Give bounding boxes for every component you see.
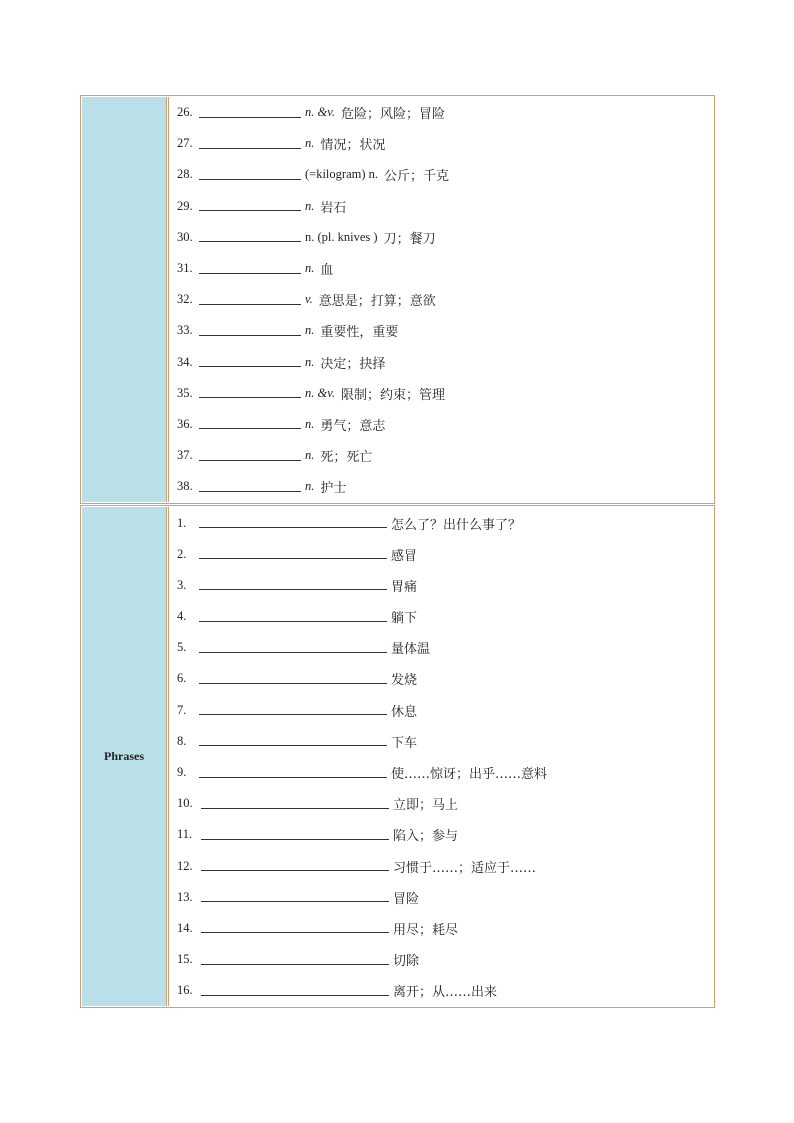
item-number: 38. [177, 479, 193, 494]
item-number: 30. [177, 229, 193, 244]
item-number: 37. [177, 448, 193, 463]
words-section-label [82, 97, 167, 502]
answer-blank[interactable] [199, 396, 301, 398]
item-number: 32. [177, 292, 193, 307]
answer-blank[interactable] [199, 116, 301, 118]
answer-blank[interactable] [199, 209, 301, 211]
word-item [177, 253, 713, 284]
part-of-speech: v. [305, 292, 313, 307]
item-number: 4. [177, 609, 187, 624]
word-item [177, 315, 713, 346]
answer-blank[interactable] [199, 490, 301, 492]
answer-blank[interactable] [199, 682, 387, 684]
phrase-item [177, 819, 713, 850]
phrase-item [177, 507, 713, 538]
chinese-meaning: 陷入；参与 [393, 829, 459, 845]
answer-blank[interactable] [199, 713, 387, 715]
words-section [80, 95, 715, 504]
chinese-meaning: 立即；马上 [393, 798, 459, 814]
phrase-item [177, 757, 713, 788]
chinese-meaning: 公斤；千克 [384, 169, 450, 185]
answer-blank[interactable] [199, 557, 387, 559]
words-list [168, 97, 713, 502]
answer-blank[interactable] [199, 240, 301, 242]
item-number: 2. [177, 546, 187, 561]
part-of-speech: n. [305, 136, 315, 151]
item-number: 6. [177, 671, 187, 686]
part-of-speech: n. &v. [305, 105, 335, 120]
part-of-speech: n. &v. [305, 385, 335, 400]
phrase-item [177, 632, 713, 663]
part-of-speech: n. [305, 261, 315, 276]
chinese-meaning: 使……惊讶；出乎……意料 [391, 767, 548, 783]
item-number: 14. [177, 920, 193, 935]
answer-blank[interactable] [201, 994, 389, 996]
answer-blank[interactable] [201, 900, 389, 902]
word-item [177, 347, 713, 378]
answer-blank[interactable] [199, 303, 301, 305]
answer-blank[interactable] [199, 334, 301, 336]
answer-blank[interactable] [199, 272, 301, 274]
answer-blank[interactable] [199, 178, 301, 180]
answer-blank[interactable] [201, 807, 389, 809]
phrases-section [80, 505, 715, 1008]
item-number: 31. [177, 261, 193, 276]
item-number: 16. [177, 983, 193, 998]
item-number: 36. [177, 416, 193, 431]
word-item [177, 222, 713, 253]
part-of-speech: n. [305, 198, 315, 213]
item-number: 1. [177, 515, 187, 530]
item-number: 7. [177, 702, 187, 717]
chinese-meaning: 胃痛 [391, 579, 418, 595]
chinese-meaning: 死；死亡 [320, 450, 373, 466]
word-item [177, 128, 713, 159]
item-number: 12. [177, 858, 193, 873]
part-of-speech: n. [305, 416, 315, 431]
phrase-item [177, 882, 713, 913]
word-item [177, 97, 713, 128]
item-number: 33. [177, 323, 193, 338]
chinese-meaning: 躺下 [391, 611, 418, 627]
part-of-speech: (=kilogram) n. [305, 167, 379, 182]
answer-blank[interactable] [201, 931, 389, 933]
chinese-meaning: 下车 [391, 735, 418, 751]
chinese-meaning: 习惯于……；适应于…… [393, 860, 537, 876]
phrase-item [177, 570, 713, 601]
chinese-meaning: 用尽；耗尽 [393, 922, 459, 938]
phrases-list [168, 507, 713, 1006]
chinese-meaning: 量体温 [391, 642, 431, 658]
chinese-meaning: 冒险 [393, 891, 420, 907]
chinese-meaning: 危险；风险；冒险 [340, 107, 445, 123]
word-item [177, 159, 713, 190]
answer-blank[interactable] [199, 651, 387, 653]
chinese-meaning: 离开；从……出来 [393, 985, 498, 1001]
phrase-item [177, 695, 713, 726]
phrase-item [177, 975, 713, 1006]
item-number: 28. [177, 167, 193, 182]
part-of-speech: n. [305, 448, 315, 463]
item-number: 13. [177, 889, 193, 904]
item-number: 3. [177, 577, 187, 592]
vocabulary-sheet [80, 95, 715, 1008]
phrase-item [177, 913, 713, 944]
item-number: 8. [177, 733, 187, 748]
answer-blank[interactable] [201, 963, 389, 965]
phrases-section-label: Phrases [82, 507, 167, 1006]
part-of-speech: n. [305, 323, 315, 338]
word-item [177, 440, 713, 471]
chinese-meaning: 刀；餐刀 [383, 231, 436, 247]
chinese-meaning: 勇气；意志 [320, 418, 386, 434]
phrase-item [177, 726, 713, 757]
phrase-item [177, 663, 713, 694]
chinese-meaning: 血 [320, 263, 334, 279]
chinese-meaning: 重要性，重要 [320, 325, 399, 341]
word-item [177, 284, 713, 315]
word-item [177, 191, 713, 222]
chinese-meaning: 切除 [393, 954, 420, 970]
answer-blank[interactable] [199, 147, 301, 149]
item-number: 11. [177, 827, 193, 842]
part-of-speech: n. [305, 479, 315, 494]
answer-blank[interactable] [199, 427, 301, 429]
chinese-meaning: 护士 [320, 481, 347, 497]
chinese-meaning: 决定；抉择 [320, 356, 386, 372]
item-number: 26. [177, 105, 193, 120]
chinese-meaning: 意思是；打算；意欲 [318, 294, 436, 310]
answer-blank[interactable] [199, 459, 301, 461]
word-item [177, 409, 713, 440]
phrase-item [177, 539, 713, 570]
item-number: 15. [177, 952, 193, 967]
item-number: 27. [177, 136, 193, 151]
answer-blank[interactable] [201, 838, 389, 840]
chinese-meaning: 岩石 [320, 200, 347, 216]
chinese-meaning: 情况；状况 [320, 138, 386, 154]
part-of-speech: n. [305, 354, 315, 369]
word-item [177, 471, 713, 502]
answer-blank[interactable] [199, 620, 387, 622]
phrase-item [177, 601, 713, 632]
chinese-meaning: 发烧 [391, 673, 418, 689]
answer-blank[interactable] [199, 588, 387, 590]
answer-blank[interactable] [199, 744, 387, 746]
chinese-meaning: 感冒 [391, 548, 418, 564]
phrase-item [177, 851, 713, 882]
item-number: 10. [177, 796, 193, 811]
answer-blank[interactable] [201, 869, 389, 871]
answer-blank[interactable] [199, 526, 387, 528]
item-number: 29. [177, 198, 193, 213]
item-number: 35. [177, 385, 193, 400]
item-number: 9. [177, 765, 187, 780]
word-item [177, 378, 713, 409]
phrase-item [177, 788, 713, 819]
phrase-item [177, 944, 713, 975]
chinese-meaning: 限制；约束；管理 [340, 387, 445, 403]
item-number: 34. [177, 354, 193, 369]
chinese-meaning: 怎么了？出什么事了？ [391, 517, 522, 533]
answer-blank[interactable] [199, 776, 387, 778]
answer-blank[interactable] [199, 365, 301, 367]
part-of-speech: n. (pl. knives ) [305, 229, 378, 244]
chinese-meaning: 休息 [391, 704, 418, 720]
item-number: 5. [177, 640, 187, 655]
